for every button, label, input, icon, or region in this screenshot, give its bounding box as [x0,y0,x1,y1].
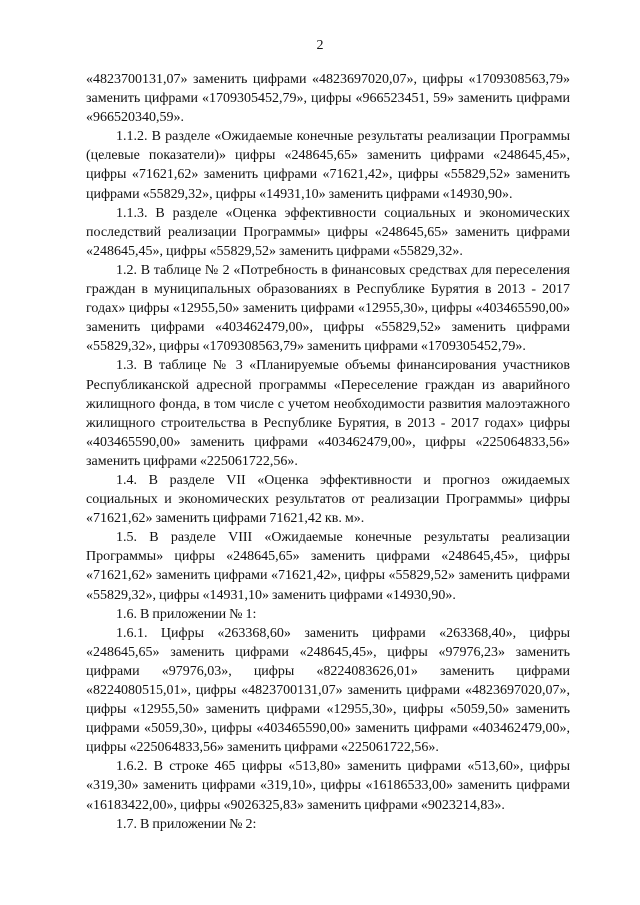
paragraph-continuation: «4823700131,07» заменить цифрами «4823697020,07», цифры «1709308563,79» заменить цифрами «1709305452,79», цифры «966523451, 59» заменить цифрами «966520340,59». [86,72,570,126]
paragraph-1-6: 1.6. В приложении № 1: [116,606,257,622]
paragraph-1-3: 1.3. В таблице № 3 «Планируемые объемы финансирования участников Республиканской адресной программы «Переселение граждан из аварийного жилищного фонда, в том числе с учетом необходимости развития малоэтажного жилищного строительства в Республике Бурятия, в 2013 - 2017 годах» цифры «403465590,00» заменить цифрами «403462479,00», цифры «225064833,56» заменить цифрами «225061722,56». [86,358,570,469]
paragraph-1-5: 1.5. В разделе VIII «Ожидаемые конечные результаты реализации Программы» цифры «248645,65» заменить цифрами «248645,45», цифры «71621,62» заменить цифрами «71621,42», цифры «55829,52» заменить цифрами «55829,32», цифры «14931,10» заменить цифрами «14930,90». [86,530,570,603]
document-body [86,70,570,834]
paragraph-1-6-2: 1.6.2. В строке 465 цифры «513,80» заменить цифрами «513,60», цифры «319,30» заменить цифрами «319,10», цифры «16186533,00» заменить цифрами «16183422,00», цифры «9026325,83» заменить цифрами «9023214,83». [86,759,570,813]
paragraph-1-1-3: 1.1.3. В разделе «Оценка эффективности социальных и экономических последствий реализации Программы» цифры «248645,65» заменить цифрами «248645,45», цифры «55829,52» заменить цифрами «55829,32». [86,205,570,259]
paragraph-1-7: 1.7. В приложении № 2: [116,816,257,832]
paragraph-1-2: 1.2. В таблице № 2 «Потребность в финансовых средствах для переселения граждан в муниципальных образованиях в Республике Бурятия в 2013 - 2017 годах» цифры «12955,50» заменить цифрами «12955,30», цифры «403465590,00» заменить цифрами «403462479,00», цифры «55829,52» заменить цифрами «55829,32», цифры «1709308563,79» заменить цифрами «1709305452,79». [86,262,570,355]
page-number: 2 [316,38,324,53]
paragraph-1-4: 1.4. В разделе VII «Оценка эффективности и прогноз ожидаемых социальных и экономических результатов от реализации Программы» цифры «71621,62» заменить цифрами 71621,42 кв. м». [86,472,570,527]
paragraph-1-6-1: 1.6.1. Цифры «263368,60» заменить цифрами «263368,40», цифры «248645,65» заменить цифрами «248645,45», цифры «97976,23» заменить цифрами «97976,03», цифры «8224083626,01» заменить цифрами «8224080515,01», цифры «4823700131,07» заменить цифрами «4823697020,07», цифры «12955,50» заменить цифрами «12955,30», цифры «5059,50» заменить цифрами «5059,30», цифры «403465590,00» заменить цифрами «403462479,00», цифры «225064833,56» заменить цифрами «225061722,56». [86,625,570,756]
paragraph-1-1-2: 1.1.2. В разделе «Ожидаемые конечные результаты реализации Программы (целевые показатели)» цифры «248645,65» заменить цифрами «248645,45», цифры «71621,62» заменить цифрами «71621,42», цифры «55829,52» заменить цифрами «55829,32», цифры «14931,10» заменить цифрами «14930,90». [86,129,570,202]
